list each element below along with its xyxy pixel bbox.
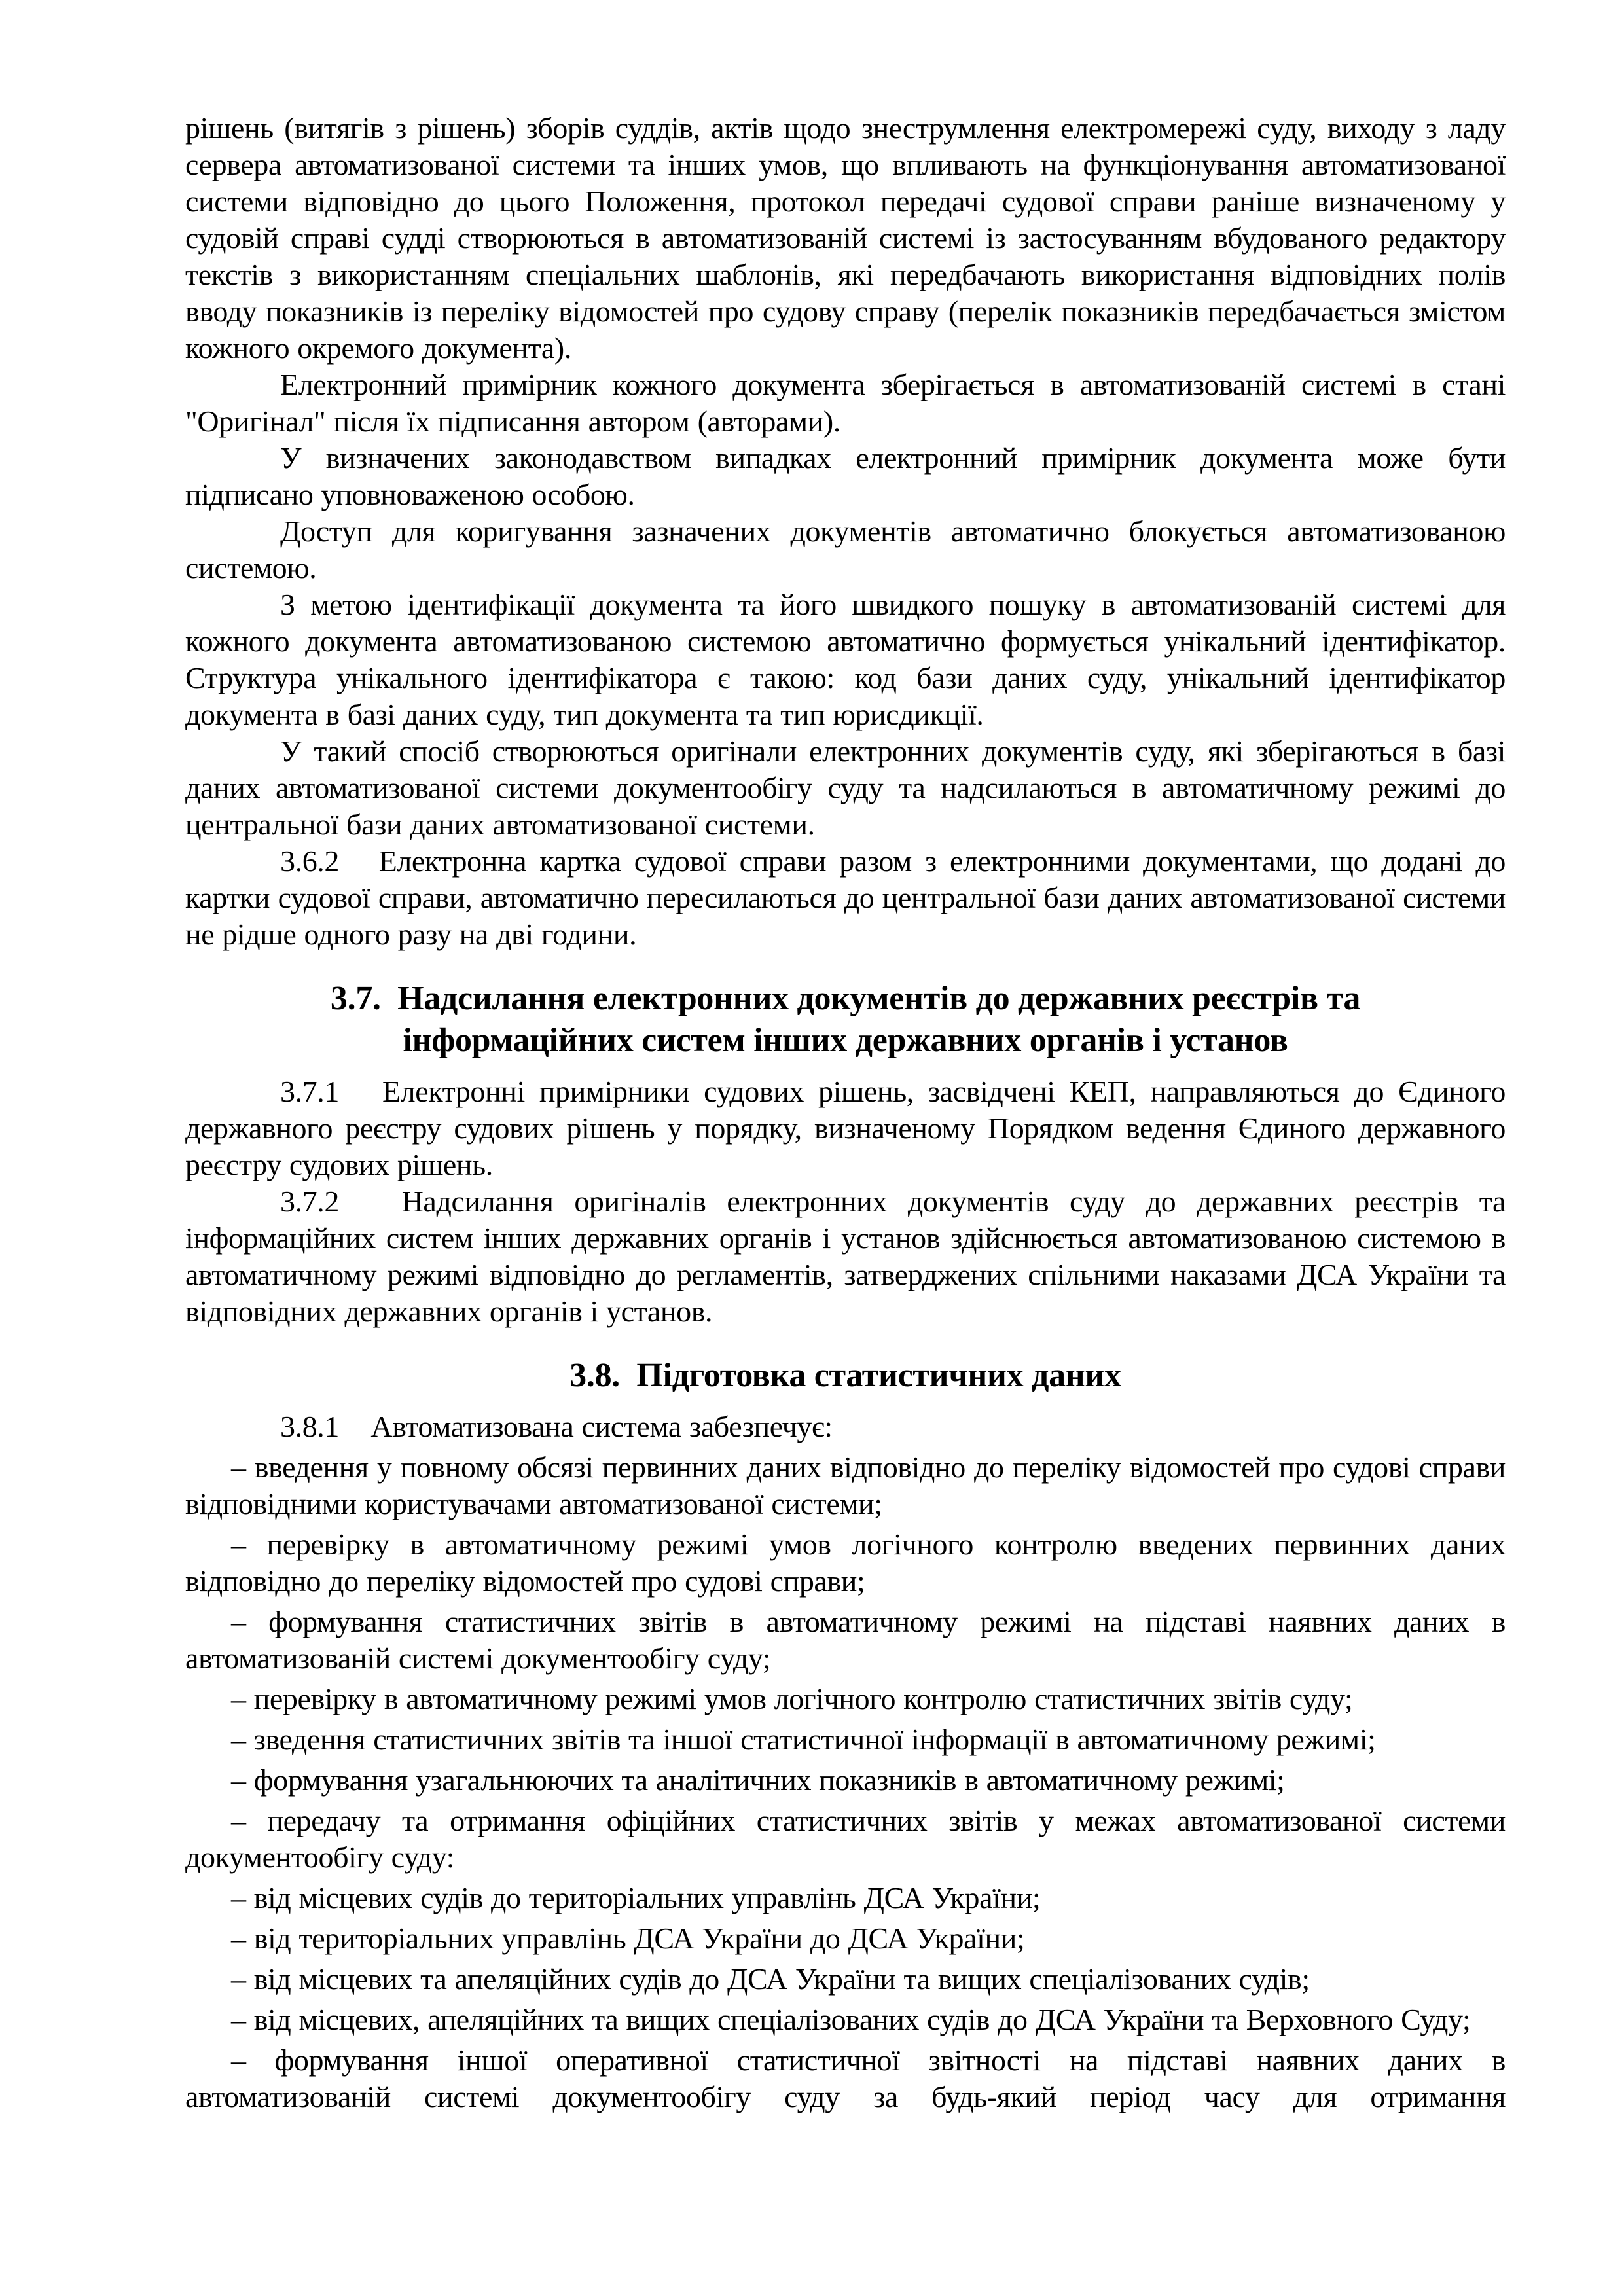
paragraph: У такий спосіб створюються оригінали електронних документів суду, які зберігаються в базі даних автоматизованої системи документообігу суду та надсилаються в автоматичному режимі до центральної бази даних автоматизованої системи. xyxy=(185,734,1506,841)
bullet-item: – зведення статистичних звітів та іншої статистичної інформації в автоматичному режимі; xyxy=(231,1723,1376,1756)
paragraph-3-7-1: 3.7.1 Електронні примірники судових рішень, засвідчені КЕП, направляються до Єдиного державного реєстру судових рішень у порядку, визначеному Порядком ведення Єдиного державного реєстру судових рішень. xyxy=(185,1075,1506,1181)
bullet-item: – формування узагальнюючих та аналітичних показників в автоматичному режимі; xyxy=(231,1763,1285,1797)
bullet-item: – від місцевих судів до територіальних управлінь ДСА України; xyxy=(231,1881,1041,1914)
paragraph: Електронний примірник кожного документа зберігається в автоматизованій системі в стані "Оригінал" після їх підписання автором (авторами). xyxy=(185,368,1506,438)
bullet-item: – передачу та отримання офіційних статистичних звітів у межах автоматизованої системи документообігу суду: xyxy=(185,1804,1506,1874)
section-heading-3-7 xyxy=(185,978,1506,1062)
bullet-item: – формування статистичних звітів в автоматичному режимі на підставі наявних даних в автоматизованій системі документообігу суду; xyxy=(185,1605,1506,1675)
section-heading-3-7-line2: інформаційних систем інших державних органів і установ xyxy=(403,1022,1288,1059)
bullet-item: – від місцевих та апеляційних судів до ДСА України та вищих спеціалізованих судів; xyxy=(231,1962,1310,1996)
paragraph: З метою ідентифікації документа та його швидкого пошуку в автоматизованій системі для кожного документа автоматизованою системою автоматично формується унікальний ідентифікатор. Структура унікального ідентифікатора є такою: код бази даних суду, унікальний ідентифікатор документа в базі даних суду, тип документа та тип юрисдикції. xyxy=(185,588,1506,731)
bullet-item: – введення у повному обсязі первинних даних відповідно до переліку відомостей про судові справи відповідними користувачами автоматизованої системи; xyxy=(185,1450,1506,1520)
paragraph-3-8-1: 3.8.1 Автоматизована система забезпечує: xyxy=(280,1410,833,1443)
bullet-item: – перевірку в автоматичному режимі умов логічного контролю введених первинних даних відповідно до переліку відомостей про судові справи; xyxy=(185,1528,1506,1598)
paragraph-3-7-2: 3.7.2 Надсилання оригіналів електронних документів суду до державних реєстрів та інформаційних систем інших державних органів і установ здійснюється автоматизованою системою в автоматичному режимі відповідно до регламентів, затверджених спільними наказами ДСА України та відповідних державних органів і установ. xyxy=(185,1185,1506,1328)
paragraph-3-6-2: 3.6.2 Електронна картка судової справи разом з електронними документами, що додані до картки судової справи, автоматично пересилаються до центральної бази даних автоматизованої системи не рідше одного разу на дві години. xyxy=(185,844,1506,951)
bullet-item: – перевірку в автоматичному режимі умов логічного контролю статистичних звітів суду; xyxy=(231,1682,1353,1715)
section-heading-3-8: 3.8. Підготовка статистичних даних xyxy=(569,1357,1121,1394)
bullet-item: – від місцевих, апеляційних та вищих спеціалізованих судів до ДСА України та Верховного Суду; xyxy=(231,2003,1471,2036)
bullet-item: – від територіальних управлінь ДСА України до ДСА України; xyxy=(231,1922,1025,1955)
bullet-item: – формування іншої оперативної статистичної звітності на підставі наявних даних в автоматизованій системі документообігу суду за будь-який період часу для отримання xyxy=(185,2043,1506,2113)
section-heading-3-7-line1: 3.7. Надсилання електронних документів до державних реєстрів та xyxy=(330,980,1361,1017)
paragraph: У визначених законодавством випадках електронний примірник документа може бути підписано уповноваженою особою. xyxy=(185,441,1506,511)
paragraph: Доступ для коригування зазначених документів автоматично блокується автоматизованою системою. xyxy=(185,514,1506,584)
paragraph: рішень (витягів з рішень) зборів суддів, актів щодо знеструмлення електромережі суду, виходу з ладу сервера автоматизованої системи та інших умов, що впливають на функціонування автоматизованої системи відповідно до цього Положення, протокол передачі судової справи раніше визначеному у судовій справі судді створюються в автоматизованій системі із застосуванням вбудованого редактору текстів з використанням спеціальних шаблонів, які передбачають використання відповідних полів вводу показників із переліку відомостей про судову справу (перелік показників передбачається змістом кожного окремого документа). xyxy=(185,111,1506,365)
